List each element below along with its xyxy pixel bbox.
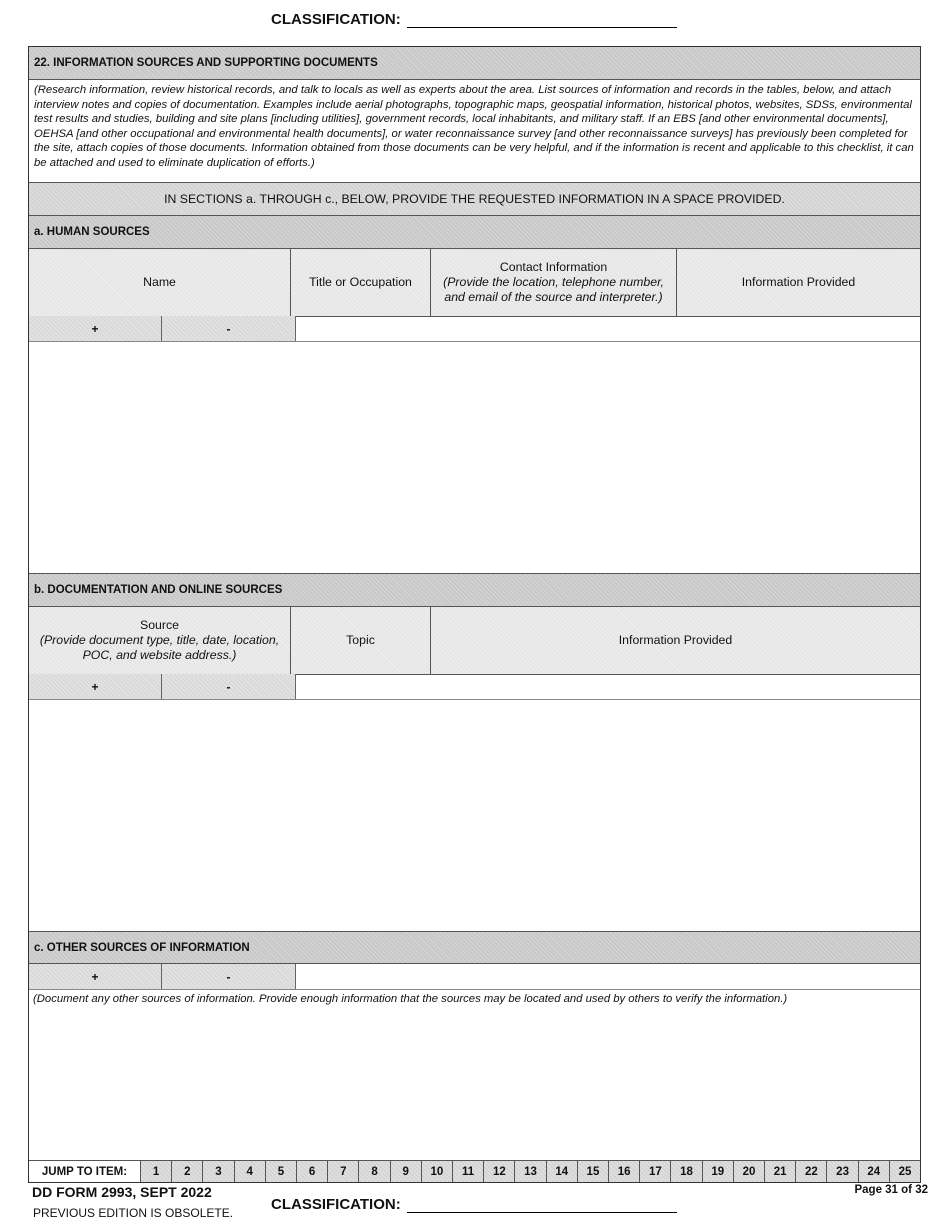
classification-field[interactable] — [407, 13, 677, 28]
jump-label: JUMP TO ITEM: — [29, 1161, 141, 1182]
col-contact-info — [431, 249, 677, 316]
jump-item-12[interactable]: 12 — [484, 1161, 515, 1182]
jump-item-4[interactable]: 4 — [235, 1161, 266, 1182]
human-sources-controls — [29, 316, 920, 342]
other-remove-button[interactable]: - — [162, 964, 296, 989]
page-number: Page 31 of 32 — [854, 1184, 928, 1196]
other-sources-controls — [29, 964, 920, 990]
jump-item-1[interactable]: 1 — [141, 1161, 172, 1182]
col-source-sub: (Provide document type, title, date, location, POC, and website address.) — [39, 633, 280, 662]
jump-item-9[interactable]: 9 — [391, 1161, 422, 1182]
section-22-header: 22. INFORMATION SOURCES AND SUPPORTING DOCUMENTS — [29, 47, 920, 80]
col-info-provided — [677, 249, 920, 316]
section-22-instructions: (Research information, review historical records, and talk to locals as well as experts about the area. List sources of information and records in the tables, below, and attach interview notes and copies of documentation. Examples include aerial photographs, topographic maps, geospatial information, historical photos, websites, SDSs, environmental test results and studies, building and site plans [including utilities], government records, local inhabitants, and military staff. If an EBS [and other environmental documents], OEHSA [and other occupational and environmental health documents], or water reconnaissance survey [and other reconnaissance surveys] has previously been completed for the site, attach copies of those documents. Information obtained from those documents can be very helpful, and if the information is recent and applicable to this checklist, it can be attached and used to eliminate duplication of efforts.) — [29, 80, 920, 183]
documentation-table-head — [29, 607, 920, 675]
other-sources-header: c. OTHER SOURCES OF INFORMATION — [29, 932, 920, 964]
col-contact-label: Contact Information — [499, 260, 608, 274]
classification-bottom — [271, 1196, 677, 1213]
human-add-button[interactable]: + — [29, 316, 162, 341]
human-sources-entry-area[interactable] — [29, 342, 920, 573]
classification-field-bottom[interactable] — [407, 1198, 677, 1213]
col-doc-info-label: Information Provided — [618, 633, 733, 647]
col-contact-sub: (Provide the location, telephone number, and email of the source and interpreter.) — [443, 275, 664, 304]
jump-item-8[interactable]: 8 — [359, 1161, 390, 1182]
documentation-controls — [29, 674, 920, 700]
col-name — [29, 249, 291, 316]
classification-label-bottom: CLASSIFICATION: — [271, 1196, 401, 1213]
col-title-label: Title or Occupation — [309, 275, 412, 289]
jump-item-18[interactable]: 18 — [671, 1161, 702, 1182]
form-page — [28, 46, 921, 1183]
human-remove-button[interactable]: - — [162, 316, 296, 341]
human-sources-header: a. HUMAN SOURCES — [29, 216, 920, 249]
col-source — [29, 607, 291, 674]
jump-item-24[interactable]: 24 — [859, 1161, 890, 1182]
col-source-label: Source — [140, 618, 179, 632]
jump-item-23[interactable]: 23 — [827, 1161, 858, 1182]
classification-label: CLASSIFICATION: — [271, 11, 401, 28]
col-info-label: Information Provided — [741, 275, 856, 289]
col-topic-label: Topic — [346, 633, 375, 647]
jump-item-3[interactable]: 3 — [203, 1161, 234, 1182]
other-sources-textarea[interactable] — [29, 990, 920, 1160]
jump-item-11[interactable]: 11 — [453, 1161, 484, 1182]
jump-item-25[interactable]: 25 — [890, 1161, 920, 1182]
doc-add-button[interactable]: + — [29, 674, 162, 699]
documentation-entry-area[interactable] — [29, 700, 920, 931]
jump-item-14[interactable]: 14 — [547, 1161, 578, 1182]
col-topic — [291, 607, 431, 674]
documentation-sources-header: b. DOCUMENTATION AND ONLINE SOURCES — [29, 574, 920, 607]
jump-item-17[interactable]: 17 — [640, 1161, 671, 1182]
other-add-button[interactable]: + — [29, 964, 162, 989]
jump-item-6[interactable]: 6 — [297, 1161, 328, 1182]
jump-item-15[interactable]: 15 — [578, 1161, 609, 1182]
doc-remove-button[interactable]: - — [162, 674, 296, 699]
jump-item-16[interactable]: 16 — [609, 1161, 640, 1182]
sections-banner: IN SECTIONS a. THROUGH c., BELOW, PROVIDE THE REQUESTED INFORMATION IN A SPACE PROVIDED. — [29, 183, 920, 216]
jump-item-20[interactable]: 20 — [734, 1161, 765, 1182]
jump-item-13[interactable]: 13 — [515, 1161, 546, 1182]
jump-item-10[interactable]: 10 — [422, 1161, 453, 1182]
col-doc-info-provided — [431, 607, 920, 674]
jump-item-5[interactable]: 5 — [266, 1161, 297, 1182]
jump-item-7[interactable]: 7 — [328, 1161, 359, 1182]
other-sources-note: (Document any other sources of information. Provide enough information that the sources may be located and used by others to verify the information.) — [33, 993, 788, 1005]
previous-edition-note: PREVIOUS EDITION IS OBSOLETE. — [33, 1206, 234, 1220]
form-number: DD FORM 2993, SEPT 2022 — [32, 1184, 212, 1200]
jump-item-2[interactable]: 2 — [172, 1161, 203, 1182]
jump-item-19[interactable]: 19 — [703, 1161, 734, 1182]
col-name-label: Name — [143, 275, 176, 289]
jump-item-22[interactable]: 22 — [796, 1161, 827, 1182]
classification-top — [271, 11, 677, 28]
col-title-occupation — [291, 249, 431, 316]
jump-to-item-bar — [29, 1160, 920, 1182]
human-sources-table-head — [29, 249, 920, 317]
jump-item-21[interactable]: 21 — [765, 1161, 796, 1182]
